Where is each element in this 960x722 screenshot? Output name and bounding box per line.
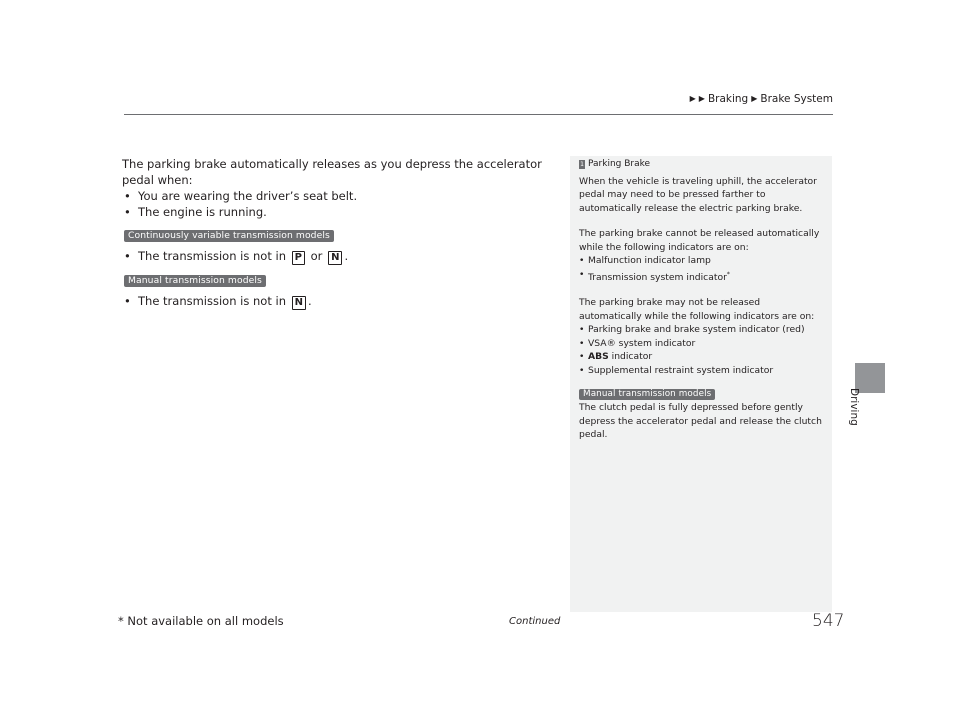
page-number: 547 (812, 611, 845, 631)
list-item-text: Parking brake and brake system indicator (red) (588, 324, 805, 336)
note-number-icon: 1 (580, 161, 584, 169)
list-item (579, 323, 824, 337)
bullet-icon: • (579, 351, 585, 363)
mt-models-tag: Manual transmission models (124, 275, 266, 287)
note-title (579, 158, 824, 172)
list-item-text: The engine is running. (138, 205, 267, 219)
bullet-icon: • (124, 205, 131, 219)
note-paragraph: The clutch pedal is fully depressed before gently depress the accelerator pedal and release the clutch pedal. (579, 402, 822, 441)
mt-models-tag: Manual transmission models (579, 389, 715, 400)
note-paragraph: The parking brake may not be released automatically while the following indicators are on: (579, 297, 815, 322)
main-content (122, 156, 562, 310)
section-tab-label: Driving (848, 388, 860, 426)
bullet-icon: • (579, 268, 585, 280)
bullet-icon: • (124, 249, 131, 263)
breadcrumb-item: Brake System (760, 93, 833, 105)
list-item-text: Malfunction indicator lamp (588, 255, 711, 266)
bullet-icon: • (124, 189, 131, 203)
list-item (579, 337, 824, 351)
intro-text: The parking brake automatically releases as you depress the accelerator pedal when: (122, 157, 542, 187)
bullet-icon: • (124, 294, 131, 308)
list-item-text: You are wearing the driver’s seat belt. (138, 189, 358, 203)
header-rule (124, 114, 833, 115)
list-item (579, 268, 824, 285)
line-prefix: The transmission is not in (138, 294, 286, 308)
triangle-right-icon: ▶ (751, 94, 758, 103)
line-suffix: . (308, 294, 312, 308)
gear-key-p: P (292, 251, 305, 265)
footnote: * Not available on all models (118, 614, 284, 628)
breadcrumb (690, 93, 833, 105)
list-item-text: Supplemental restraint system indicator (588, 364, 774, 376)
abs-label: ABS (588, 351, 609, 363)
list-item (579, 350, 824, 364)
line-prefix: The transmission is not in (138, 249, 286, 263)
list-item (122, 248, 562, 265)
list-item-text: Transmission system indicator (588, 271, 727, 283)
gear-key-n: N (328, 251, 342, 265)
list-item (122, 293, 562, 310)
list-item-text (138, 248, 348, 265)
bullet-icon: • (579, 255, 585, 266)
list-item-text: VSA® system indicator (588, 337, 696, 349)
bullet-icon: • (579, 337, 585, 349)
breadcrumb-item: Braking (707, 93, 749, 105)
line-suffix: . (344, 249, 349, 263)
cvt-models-tag: Continuously variable transmission models (124, 230, 334, 242)
list-item-text (138, 293, 312, 310)
list-item (122, 188, 562, 204)
continued-label: Continued (509, 616, 561, 627)
bullet-icon: • (579, 324, 585, 336)
gear-key-n: N (292, 296, 306, 310)
list-item (579, 254, 824, 268)
list-item (579, 364, 824, 378)
line-joiner: or (310, 249, 323, 263)
list-item (122, 204, 562, 220)
note-paragraph: When the vehicle is traveling uphill, the accelerator pedal may need to be pressed farther to automatically release the electric parking brake. (579, 175, 817, 214)
list-item-text: indicator (611, 351, 653, 363)
asterisk-mark: * (726, 270, 730, 278)
triangle-right-icon: ▶ (698, 94, 705, 103)
triangle-right-icon: ▶ (689, 94, 696, 103)
sidebar-note (570, 156, 832, 612)
note-paragraph: The parking brake cannot be released automatically while the following indicators are on: (579, 228, 820, 253)
bullet-icon: • (579, 364, 585, 376)
note-title-text: Parking Brake (588, 159, 651, 169)
